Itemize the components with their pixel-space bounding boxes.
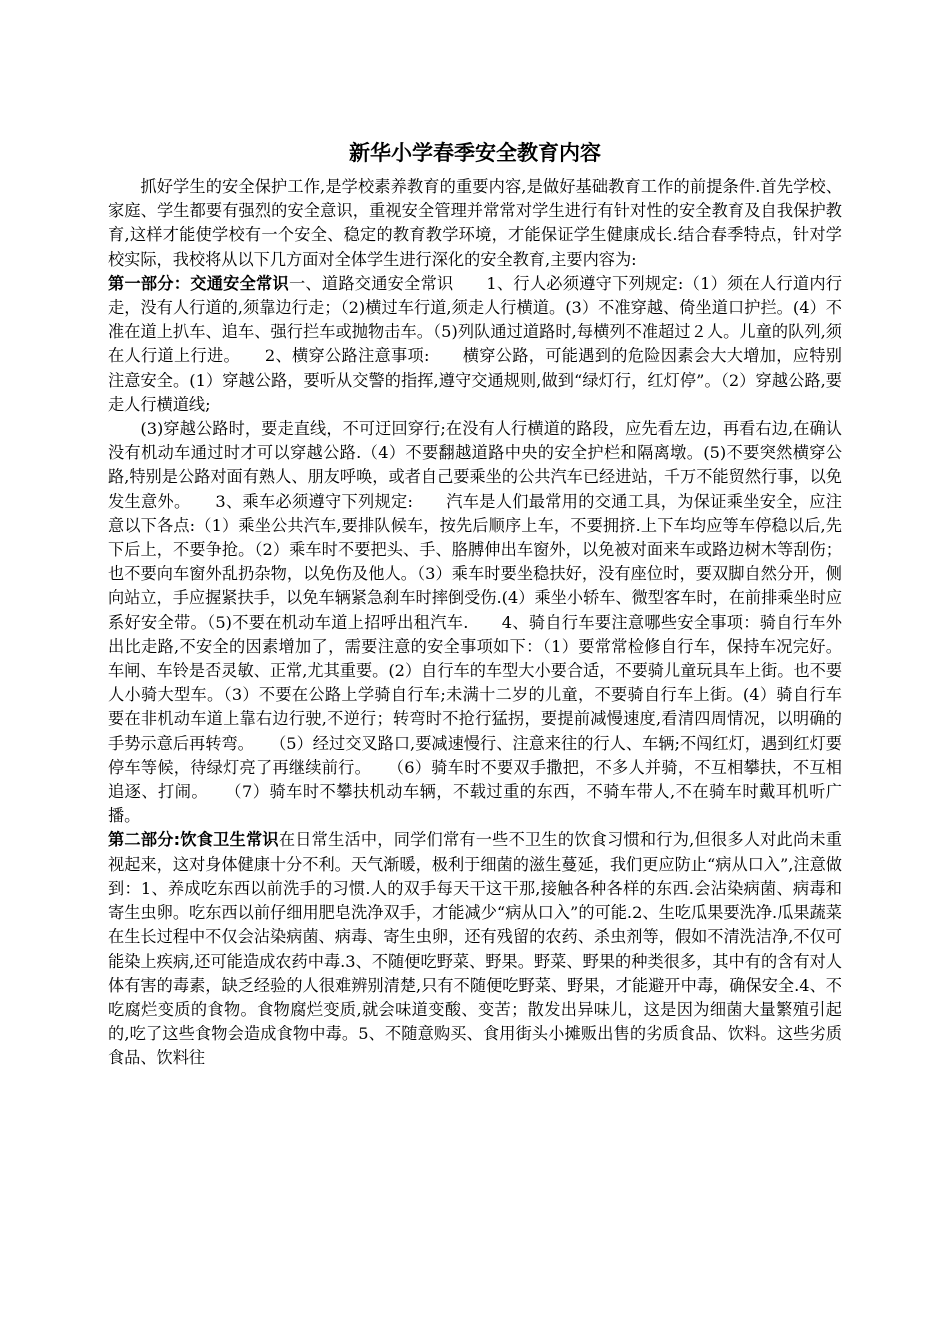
section-1-paragraph [108,272,842,417]
section-2-heading: 第二部分:饮食卫生常识 [108,830,279,850]
intro-paragraph: 抓好学生的安全保护工作,是学校素养教育的重要内容,是做好基础教育工作的前提条件.首先学校、家庭、学生都要有强烈的安全意识，重视安全管理并常常对学生进行有针对性的安全教育及自我保护教育,这样才能使学校有一个安全、稳定的教育教学环境，才能保证学生健康成长.结合春季特点，针对学校实际，我校将从以下几方面对全体学生进行深化的安全教育,主要内容为: [108,177,842,269]
document-title: 新华小学春季安全教育内容 [349,141,601,165]
document-page [108,138,842,1071]
section-1-text: 一、道路交通安全常识 1、行人必须遵守下列规定:（1）须在人行道内行走，没有人行道的,须靠边行走；（2)横过车行道,须走人行横道。(3）不准穿越、倚坐道口护拦。(4）不准在道上扒车、追车、强行拦车或抛物击车。（5)列队通过道路时,每横列不准超过２人。儿童的队列,须在人行道上行进。 2、横穿公路注意事项: 横穿公路，可能遇到的危险因素会大大增加，应特别注意安全。(1）穿越公路，要听从交警的指挥,遵守交通规则,做到“绿灯行，红灯停”。（2）穿越公路,要走人行横道线; [108,273,842,414]
section-1-heading: 第一部分：交通安全常识 [108,273,289,293]
section-2-text: 在日常生活中，同学们常有一些不卫生的饮食习惯和行为,但很多人对此尚未重视起来，这对身体健康十分不利。天气渐暖，极利于细菌的滋生蔓延，我们更应防止“病从口入”,注意做到：1、养成吃东西以前洗手的习惯.人的双手每天干这干那,接触各种各样的东西.会沾染病菌、病毒和寄生虫卵。吃东西以前仔细用肥皂洗净双手，才能减少“病从口入”的可能.2、生吃瓜果要洗净.瓜果蔬菜在生长过程中不仅会沾染病菌、病毒、寄生虫卵，还有残留的农药、杀虫剂等，假如不清洗洁净,不仅可能染上疾病,还可能造成农药中毒.3、不随便吃野菜、野果。野菜、野果的种类很多，其中有的含有对人体有害的毒素，缺乏经验的人很难辨别清楚,只有不随便吃野菜、野果，才能避开中毒，确保安全.4、不吃腐烂变质的食物。食物腐烂变质,就会味道变酸、变苦；散发出异味儿，这是因为细菌大量繁殖引起的,吃了这些食物会造成食物中毒。5、不随意购买、食用街头小摊贩出售的劣质食品、饮料。这些劣质食品、饮料往 [108,830,842,1068]
section-2-paragraph [108,828,842,1070]
section-1-continued-paragraph: (3)穿越公路时，要走直线，不可迂回穿行;在没有人行横道的路段，应先看左边，再看右边,在确认没有机动车通过时才可以穿越公路.（4）不要翻越道路中央的安全护栏和隔离墩。(5)不要突然横穿公路,特别是公路对面有熟人、朋友呼唤，或者自己要乘坐的公共汽车已经进站，千万不能贸然行事，以免发生意外。 3、乘车必须遵守下列规定: 汽车是人们最常用的交通工具，为保证乘坐安全，应注意以下各点:（1）乘坐公共汽车,要排队候车，按先后顺序上车，不要拥挤.上下车均应等车停稳以后,先下后上，不要争抢。（2）乘车时不要把头、手、胳膊伸出车窗外，以免被对面来车或路边树木等刮伤；也不要向车窗外乱扔杂物，以免伤及他人。（3）乘车时要坐稳扶好，没有座位时，要双脚自然分开，侧向站立，手应握紧扶手，以免车辆紧急刹车时摔倒受伤.(4）乘坐小轿车、微型客车时，在前排乘坐时应系好安全带。（5)不要在机动车道上招呼出租汽车. 4、骑自行车要注意哪些安全事项：骑自行车外出比走路,不安全的因素增加了，需要注意的安全事项如下：（1）要常常检修自行车，保持车况完好。车闸、车铃是否灵敏、正常,尤其重要。(2）自行车的车型大小要合适，不要骑儿童玩具车上街。也不要人小骑大型车。（3）不要在公路上学骑自行车;未满十二岁的儿童，不要骑自行车上街。(4）骑自行车要在非机动车道上靠右边行驶,不逆行；转弯时不抢行猛拐，要提前减慢速度,看清四周情况，以明确的手势示意后再转弯。 （5）经过交叉路口,要减速慢行、注意来往的行人、车辆;不闯红灯，遇到红灯要停车等候，待绿灯亮了再继续前行。 （6）骑车时不要双手撒把，不多人并骑，不互相攀扶，不互相追逐、打闹。 （7）骑车时不攀扶机动车辆，不载过重的东西，不骑车带人,不在骑车时戴耳机听广播。 [108,419,843,826]
